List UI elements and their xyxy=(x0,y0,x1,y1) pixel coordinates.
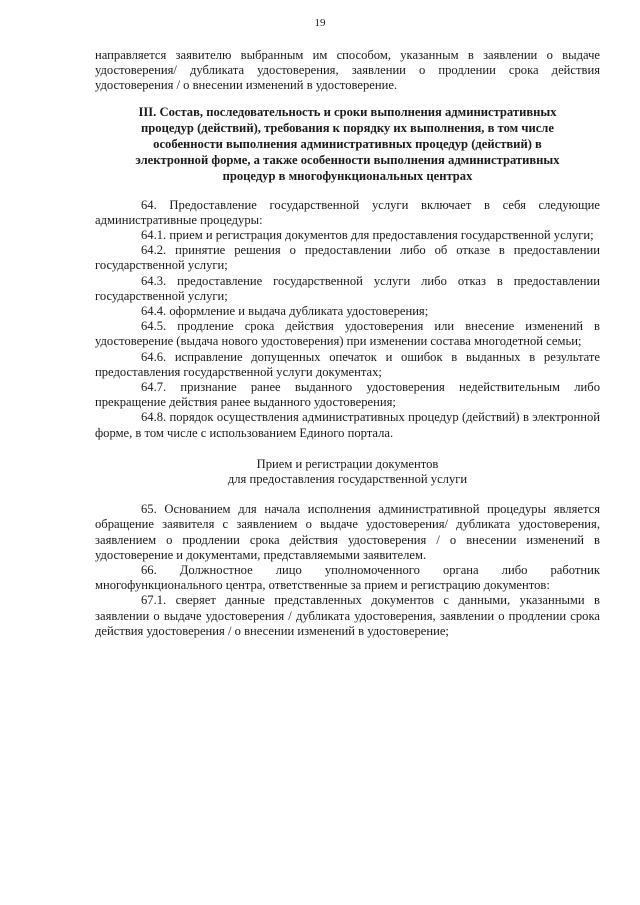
subheading xyxy=(95,457,600,487)
intro-paragraph: направляется заявителю выбранным им способом, указанным в заявлении о выдаче удостоверения/ дубликата удостоверения, заявлении о продлении срока действия удостоверения / о внесении изменений в удостоверение. xyxy=(95,48,600,93)
list-item-64-4: 64.4. оформление и выдача дубликата удостоверения; xyxy=(141,304,429,319)
subheading-line-1: Прием и регистрации документов xyxy=(256,456,439,471)
section-heading: III. Состав, последовательность и сроки выполнения административных процедур (действий), требования к порядку их выполнения, в том числе особенности выполнения административных процедур (действий) в электронной форме, а также особенности выполнения административных процедур в многофункциональных центрах xyxy=(135,104,560,183)
subheading-line-2: для предоставления государственной услуги xyxy=(227,472,468,487)
document-body xyxy=(95,48,600,639)
list-item-64-8: 64.8. порядок осуществления административных процедур (действий) в электронной форме, в том числе с использованием Единого портала. xyxy=(95,410,600,440)
list-item-64-3: 64.3. предоставление государственной услуги либо отказ в предоставлении государственной услуги; xyxy=(95,273,600,303)
list-item-64-2: 64.2. принятие решения о предоставлении либо об отказе в предоставлении государственной услуги; xyxy=(95,243,600,273)
paragraph-64: 64. Предоставление государственной услуги включает в себя следующие административные процедуры: xyxy=(95,197,600,227)
list-item-64-5: 64.5. продление срока действия удостоверения или внесение изменений в удостоверение (выдача нового удостоверения) при изменении состава многодетной семьи; xyxy=(95,319,600,349)
paragraph-66: 66. Должностное лицо уполномоченного органа либо работник многофункционального центра, ответственные за прием и регистрацию документов: xyxy=(95,563,600,593)
paragraph-67-1: 67.1. сверяет данные представленных документов с данными, указанными в заявлении о выдаче удостоверения / дубликата удостоверения, заявлении о продлении срока действия удостоверения / о внесении изменений в удостоверение; xyxy=(95,593,600,638)
paragraph-65: 65. Основанием для начала исполнения административной процедуры является обращение заявителя с заявлением о выдаче удостоверения/ дубликата удостоверения, заявлением о продлении срока действия удостоверения / о внесении изменений в удостоверение и документами, представляемыми заявителем. xyxy=(95,502,600,562)
list-item-64-6: 64.6. исправление допущенных опечаток и ошибок в выданных в результате предоставления государственной услуги документах; xyxy=(95,349,600,379)
list-item-64-7: 64.7. признание ранее выданного удостоверения недействительным либо прекращение действия ранее выданного удостоверения; xyxy=(95,380,600,410)
page-number: 19 xyxy=(314,17,326,29)
list-item-64-1: 64.1. прием и регистрация документов для предоставления государственной услуги; xyxy=(141,228,594,243)
